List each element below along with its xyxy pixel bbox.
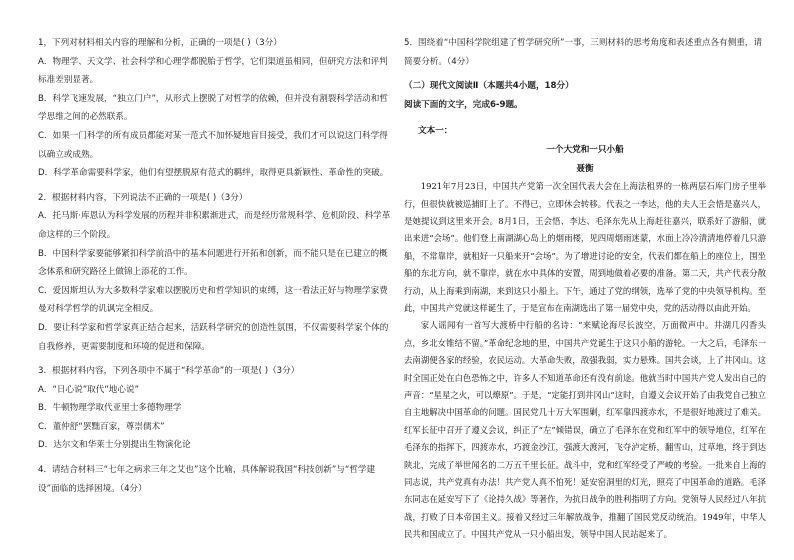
question-5-stem: 5．围绕着“中国科学院组建了哲学研究所”一事，三则材料的思考角度和表述重点各有侧重，请简要分析。（4分） (404, 38, 763, 67)
question-3-stem: 3．根据材料内容，下列各项中不属于“科学革命”的一项是( )（3分） (38, 366, 300, 377)
question-1-option-a: A．物理学、天文学、社会科学和心理学都脱胎于哲学，它们渠道虽相同，但研究方法和评判标准差别显著。 (38, 56, 388, 86)
question-3-option-d: D．达尔文和华莱士分别提出生物演化论 (38, 440, 191, 451)
question-2-option-b: B．中国科学家要能够紧扣科学前沿中的基本问题进行开拓和创新，而不能只是在已建立的概念体系和研究路径上做锦上添花的工作。 (38, 248, 388, 278)
question-3-option-c: C．董仲舒“罢黜百家，尊崇儒术” (38, 421, 165, 432)
question-3-option-a: A．“日心说”取代“地心说” (38, 384, 140, 395)
question-1-option-b: B．科学飞速发展，“独立门户”，从形式上摆脱了对哲学的依赖，但并没有割裂科学活动和哲学思维之间的必然联系。 (38, 93, 388, 123)
question-1-option-d: D．科学革命需要科学家，他们有望摆脱原有范式的羁绊，取得更具新颖性、革命性的突破。 (38, 168, 389, 179)
question-2-option-c: C．爱因斯坦认为大多数科学家难以摆脱历史和哲学知识的束缚，这一看法正好与物理学家费曼对科学哲学的讥讽完全相反。 (38, 285, 388, 315)
question-2-option-a: A．托马斯·库恩认为科学发展的历程并非积累渐进式，而是经历常规科学、危机阶段、科学革命这样的三个阶段。 (38, 211, 391, 240)
question-3-option-b: B．牛顿物理学取代亚里士多德物理学 (38, 403, 182, 414)
left-column (38, 34, 394, 498)
article-author: 聂衡 (576, 163, 594, 174)
question-2-stem: 2．根据材料内容，下列说法不正确的一项是( )（3分） (38, 192, 248, 203)
question-1-stem: 1，下列对材料相关内容的理解和分析，正确的一项是( )（3分） (38, 38, 282, 48)
article-title: 一个大党和一只小船 (546, 144, 624, 155)
article-paragraph-1: 1921年7月23日，中国共产党第一次全国代表大会在上海法租界的一栋两层石库门房子里举行，但很快就被巡捕盯上了。不得已，立即休会转移。代表之一李达，他的夫人王会悟是嘉兴人，是她提议到这里来开会。8月1日，王会悟、李达、毛泽东先从上海赶往嘉兴，联系好了游船，就出来进“会场”。他们登上南湖湖心岛上的烟雨楼，见四周烟雨迷蒙，水面上冷冷清清地停着几只游船，不常靠岸，就租好一只船来开“会场”。为了增进讨论的安全，代表们都在船上的座位上，围坐船的东北方向，就不靠岸，就在水中具体的安置，周到地做着必要的准备。第二天，共产代表分散行动，从上海乘到南湖，来到这只小船上。下午，通过了党的纲领，选举了党的中央领导机构。至此，中国共产党就这样诞生了，于是宣布在南湖选出了第一届党中央，党的活动得以由此开始。 (404, 181, 766, 313)
text-label: 文本一： (418, 126, 453, 137)
section-heading: （二）现代文阅读Ⅱ（本题共4小题，18分） (404, 81, 574, 92)
question-1-option-c: C．如果一门科学的所有成员都能对某一范式不加怀疑地盲目接受，我们才可以说这门科学得以确立或成熟。 (38, 130, 388, 160)
question-2-option-d: D．要让科学家和哲学家真正结合起来，活跃科学研究的创造性氛围，不仅需要科学家个体的自我修养，更需要制度和环境的促进和保障。 (38, 322, 389, 352)
article-paragraph-2: 家人谣闻有一首写大渡桥中行船的名诗：“来赋论海尽长波空，万面微声中。井湖几闪香头点，乡北女锥结不留。”革命纪念地的里，中国共产党诞生于这只小船的游轮。一大之后，毛泽东一去南湖便各家的经验，农民运动。大革命失败，敌强我弱，实力悬殊。国共会谈，上了井冈山。这时全国正处在白色恐怖之中，许多人不知道革命还有没有前途。他就当时中国共产党人发出自己的声音：“星星之火，可以燎原”。于是，“定能打到井冈山”这时，自遵义会议开始了由我党自己独立自主地解决中国革命的问题。国民党几十万大军围剿，红军靠四渡赤水，不是很好地渡过了难关。红军长征中召开了遵义会议，纠正了“左”倾错误，确立了毛泽东在党和红军中的领导地位，红军在毛泽东的指挥下，四渡赤水，巧渡金沙江，强渡大渡河，飞夺泸定桥，翻雪山，过草地，终于到达陕北，完成了举世闻名的二万五千里长征。战斗中，党和红军经受了严峻的考验。一批来自上海的同志说，共产党真有办法！共产党人真不怕死！延安窑洞里的灯光，照亮了中国革命的道路。毛泽东同志在延安写下了《论持久战》等著作，为抗日战争的胜利指明了方向。党领导人民经过八年抗战，打败了日本帝国主义。接着又经过三年解放战争，推翻了国民党反动统治。1949年，中华人民共和国成立了。中国共产党从一只小船出发，领导中国人民站起来了。 (404, 320, 766, 540)
right-column (404, 34, 766, 544)
question-4-stem: 4．请结合材料三“七年之病求三年之艾也”这个比喻，具体解说我国“科技创新”与“哲学建设”面临的选择困境。（4分） (38, 465, 376, 494)
reading-instruction: 阅读下面的文字，完成6-9题。 (404, 99, 523, 110)
